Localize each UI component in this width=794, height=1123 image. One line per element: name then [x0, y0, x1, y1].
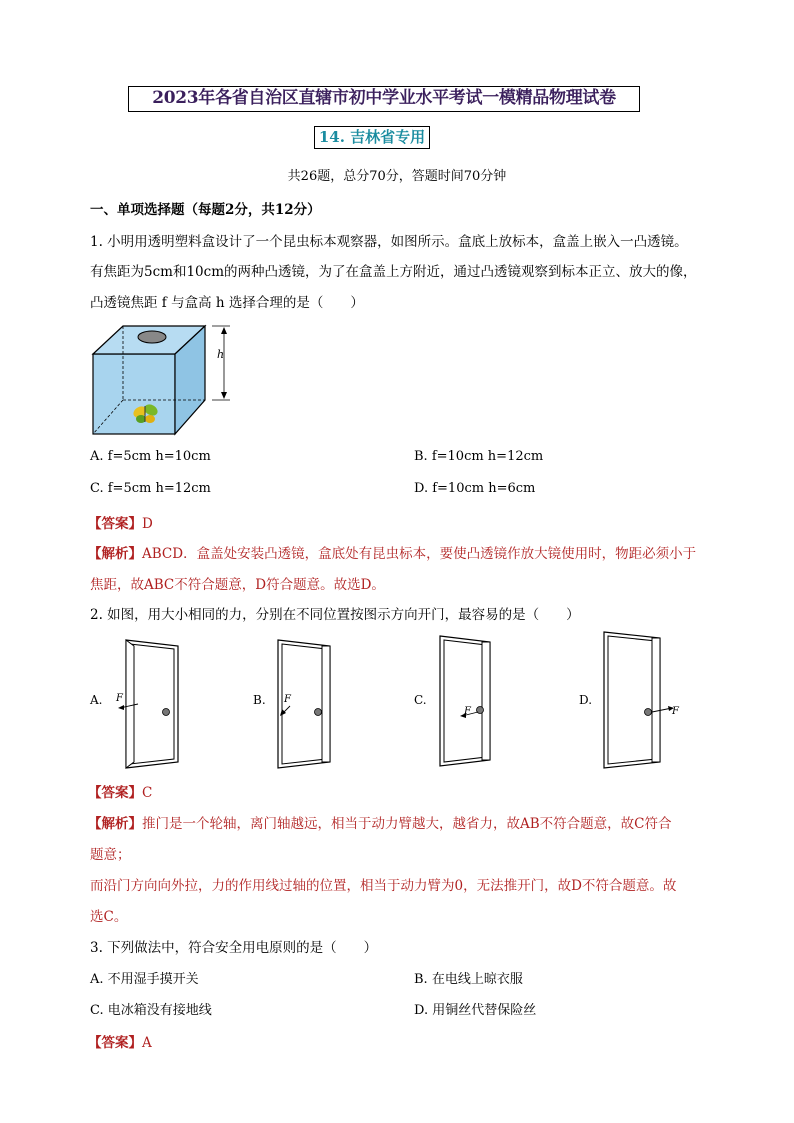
h-label: h: [217, 348, 225, 361]
q3-option-c[interactable]: C. 电冰箱没有接地线: [90, 1003, 212, 1018]
q1-explain-line2: 焦距，故ABC不符合题意，D符合题意。故选D。: [90, 577, 385, 593]
paper-subtitle: 14. 吉林省专用: [314, 126, 430, 149]
q1-explain-text1: ABCD．盒盖处安装凸透镜，盒底处有昆虫标本，要使凸透镜作放大镜使用时，物距必须小于: [142, 546, 697, 562]
force-label-a: F: [116, 693, 123, 704]
q1-answer-value: D: [142, 516, 153, 532]
q1-answer: [88, 512, 153, 532]
q1-stem-line3: 凸透镜焦距 f 与盒高 h 选择合理的是（ ）: [90, 295, 364, 311]
explain-tag: 【解析】: [88, 546, 142, 562]
force-label-b: F: [284, 694, 291, 705]
specimen-box-figure: [88, 322, 248, 438]
q2-explain-line2: 题意；: [90, 847, 131, 863]
q3-answer: [88, 1031, 152, 1051]
q3-option-a[interactable]: A. 不用湿手摸开关: [90, 972, 199, 987]
q2-explain-text1: 推门是一个轮轴，离门轴越远，相当于动力臂越大，越省力，故AB不符合题意，故C符合: [142, 816, 672, 832]
q3-option-d[interactable]: D. 用铜丝代替保险丝: [414, 1003, 537, 1018]
q2-explain-line1: [88, 812, 672, 832]
section-heading: 一、单项选择题（每题2分，共12分）: [90, 202, 321, 218]
q1-stem-line2: 有焦距为5cm和10cm的两种凸透镜，为了在盒盖上方附近，通过凸透镜观察到标本正立、放大的像，: [90, 264, 697, 280]
exam-info: 共26题，总分70分，答题时间70分钟: [287, 169, 507, 184]
door-figure-a: [108, 638, 188, 770]
q3-answer-value: A: [142, 1035, 152, 1051]
explain-tag: 【解析】: [88, 816, 142, 832]
q2-stem-line1: 2. 如图，用大小相同的力，分别在不同位置按图示方向开门，最容易的是（ ）: [90, 607, 580, 623]
door-label-a: A.: [90, 693, 103, 707]
q2-explain-line4: 选C。: [90, 909, 128, 925]
q1-explain-line1: [88, 542, 696, 562]
q1-option-d[interactable]: D. f=10cm h=6cm: [414, 481, 536, 496]
door-figure-d: [598, 630, 688, 770]
force-label-d: F: [672, 706, 679, 717]
force-label-c: F: [464, 706, 471, 717]
door-label-b: B.: [253, 693, 266, 707]
q2-answer-value: C: [142, 785, 153, 801]
q3-stem-line1: 3. 下列做法中，符合安全用电原则的是（ ）: [90, 940, 378, 956]
q2-explain-line3: 而沿门方向向外拉，力的作用线过轴的位置，相当于动力臂为0，无法推开门，故D不符合题意。故: [90, 878, 677, 894]
door-label-d: D.: [579, 693, 593, 707]
door-label-c: C.: [414, 693, 427, 707]
q1-option-c[interactable]: C. f=5cm h=12cm: [90, 481, 211, 496]
paper-title: 2023年各省自治区直辖市初中学业水平考试一模精品物理试卷: [128, 86, 640, 112]
q2-answer: [88, 781, 152, 801]
door-figure-b: [270, 638, 350, 770]
q1-stem-line1: 1. 小明用透明塑料盒设计了一个昆虫标本观察器，如图所示。盒底上放标本，盒盖上嵌入一凸透镜。: [90, 234, 688, 250]
answer-tag: 【答案】: [88, 516, 142, 532]
q1-option-a[interactable]: A. f=5cm h=10cm: [90, 449, 211, 464]
q3-option-b[interactable]: B. 在电线上晾衣服: [414, 972, 523, 987]
answer-tag: 【答案】: [88, 1035, 142, 1051]
q1-option-b[interactable]: B. f=10cm h=12cm: [414, 449, 544, 464]
door-figure-c: [432, 634, 512, 768]
answer-tag: 【答案】: [88, 785, 142, 801]
